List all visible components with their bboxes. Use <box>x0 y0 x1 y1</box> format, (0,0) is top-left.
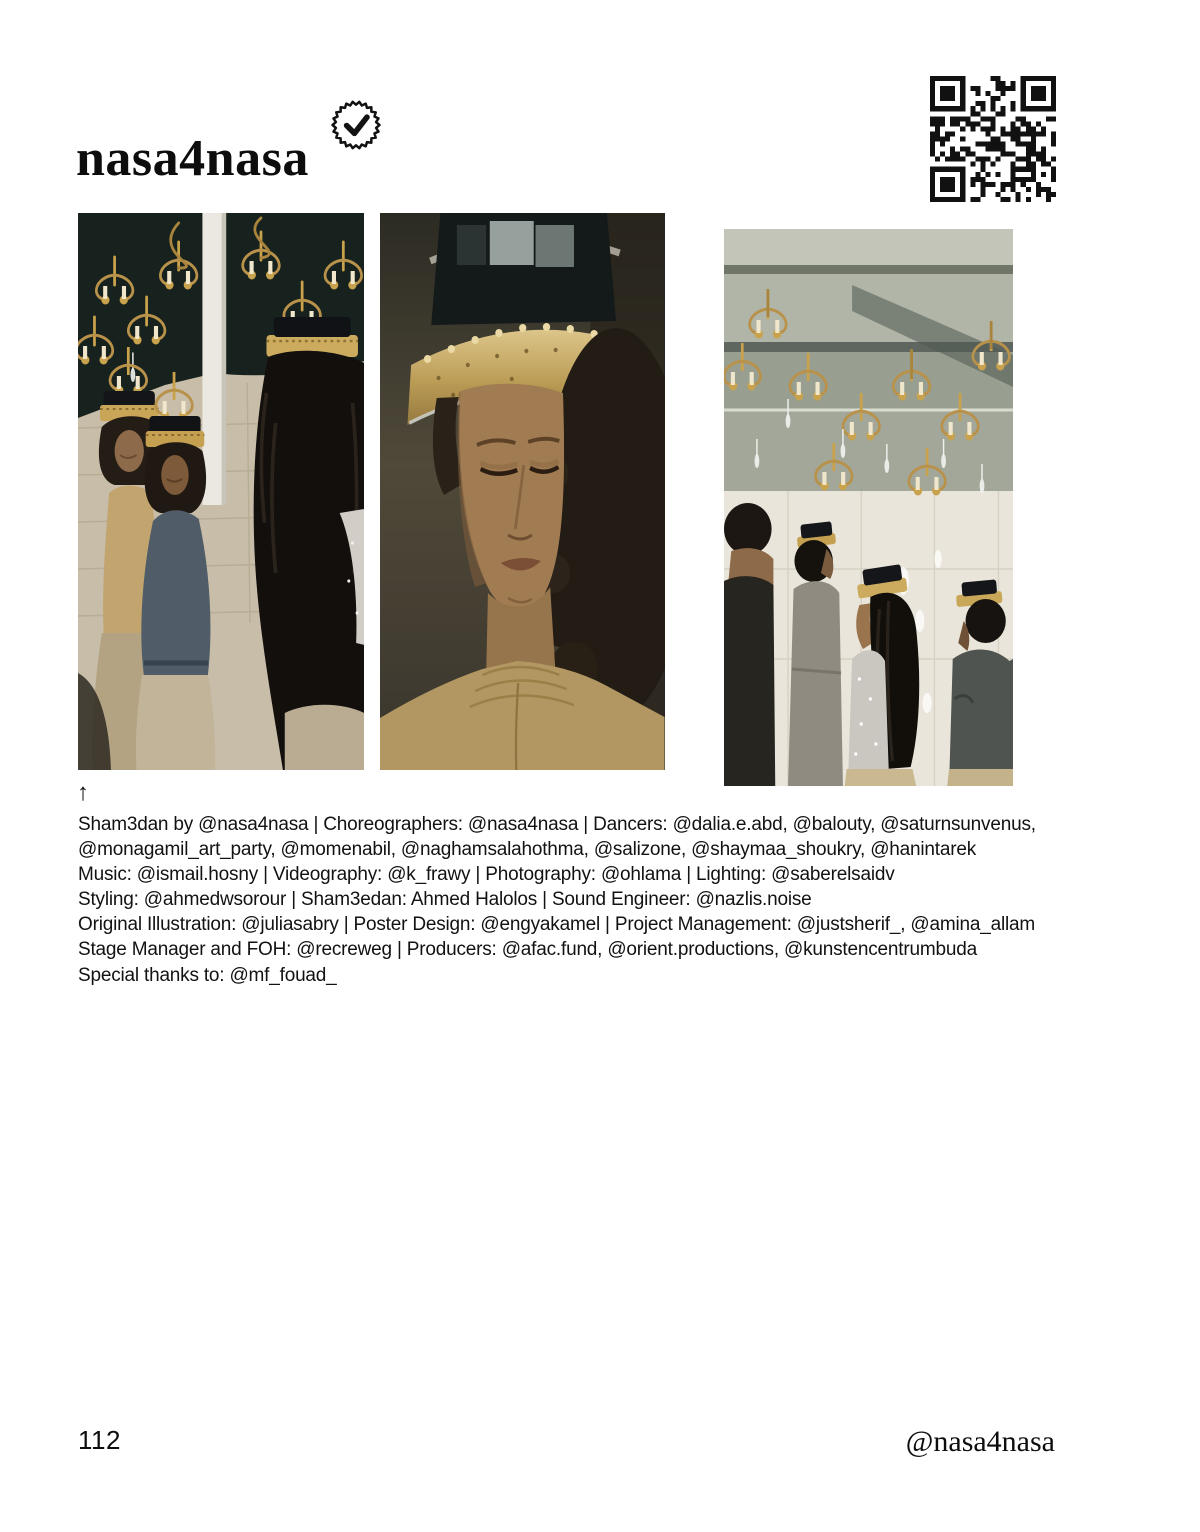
pillar <box>202 213 224 505</box>
face <box>458 384 564 611</box>
credit-line: Sham3dan by @nasa4nasa | Choreographers: @nasa4nasa | Dancers: @dalia.e.abd, @balouty, @saturnsunvenus, <box>78 814 1036 835</box>
page-title: nasa4nasa <box>76 129 309 187</box>
credit-line: Styling: @ahmedwsorour | Sham3edan: Ahmed Halolos | Sound Engineer: @nazlis.noise <box>78 889 812 911</box>
page-number: 112 <box>78 1425 121 1455</box>
credit-line: @monagamil_art_party, @momenabil, @naghamsalahothma, @salizone, @shaymaa_shoukry, @hanintarek <box>78 839 977 861</box>
photo-crown-illustration <box>380 213 665 770</box>
qr-code-icon <box>930 76 1056 202</box>
photo-procession <box>724 229 1013 786</box>
footer-handle: @nasa4nasa <box>905 1425 1055 1458</box>
headpiece-cap <box>432 213 617 325</box>
credit-line: Music: @ismail.hosny | Videography: @k_frawy | Photography: @ohlama | Lighting: @saberelsaidv <box>78 864 895 886</box>
mirrored-ceiling <box>724 229 1013 491</box>
photo-procession-illustration <box>724 229 1013 786</box>
photo-dancers-group <box>78 213 364 770</box>
credit-line: Stage Manager and FOH: @recreweg | Producers: @afac.fund, @orient.productions, @kunstencentrumbuda <box>78 939 977 961</box>
photo-crown-closeup <box>380 213 665 770</box>
credits-block <box>78 812 1138 988</box>
up-arrow: ↑ <box>77 779 89 806</box>
photo-gallery <box>78 213 1053 770</box>
credit-line: Special thanks to: @mf_fouad_ <box>78 964 337 986</box>
photo-dancers-illustration <box>78 213 364 770</box>
credit-line: Original Illustration: @juliasabry | Poster Design: @engyakamel | Project Management: @justsherif_, @amina_allam <box>78 914 1035 936</box>
verified-badge-icon <box>331 100 381 150</box>
